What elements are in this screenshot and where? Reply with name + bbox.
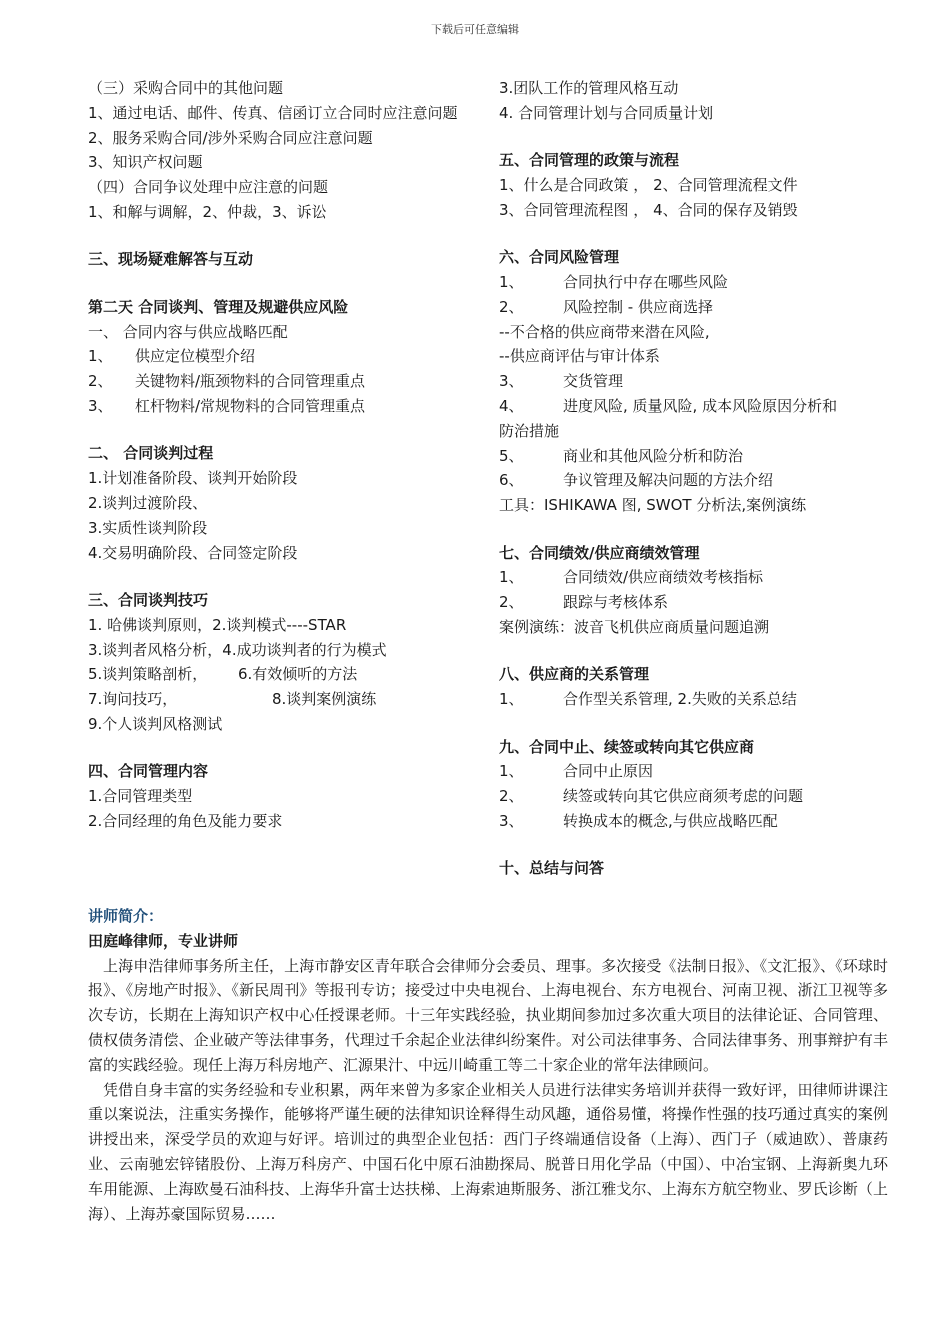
day-heading: 第二天 合同谈判、管理及规避供应风险: [88, 297, 349, 316]
list-item: 1.计划准备阶段、谈判开始阶段: [88, 469, 298, 488]
list-item: 9.个人谈判风格测试: [88, 714, 223, 733]
item-text: 争议管理及解决问题的方法介绍: [563, 471, 774, 490]
item-number: 2、: [499, 593, 524, 612]
list-item: 1、通过电话、邮件、传真、信函订立合同时应注意问题: [88, 103, 458, 122]
section-heading: 十、总结与问答: [499, 859, 605, 878]
item-text: 合同执行中存在哪些风险: [563, 272, 729, 291]
subsection-heading: 一、 合同内容与供应战略匹配: [88, 322, 288, 341]
item-text: 交货管理: [563, 372, 624, 391]
item-text: 6.有效倾听的方法: [238, 665, 358, 684]
item-text: 合同中止原因: [563, 762, 654, 781]
subsection-heading: （四）合同争议处理中应注意的问题: [88, 178, 329, 197]
list-item: 3.谈判者风格分析，4.成功谈判者的行为模式: [88, 640, 387, 659]
list-item: [499, 590, 889, 615]
list-item: 3.团队工作的管理风格互动: [499, 79, 679, 97]
item-number: 3、: [499, 372, 524, 391]
bio-paragraph: 凭借自身丰富的实务经验和专业积累，两年来曾为多家企业相关人员进行法律实务培训并获得一致好评，田律师讲课注重以案说法，注重实务操作，能够将严谨生硬的法律知识诠释得生动风趣，通俗易懂，将操作性强的技巧通过真实的案例讲授出来，深受学员的欢迎与好评。培训过的典型企业包括：西门子终端通信设备（上海）、西门子（威迪欧）、普康药业、云南驰宏锌锗股份、上海万科房产、中国石化中原石油勘探局、脱普日用化学品（中国）、中冶宝钢、上海新奥九环车用能源、上海欧曼石油科技、上海华升富士达扶梯、上海索迪斯服务、浙江雅戈尔、上海东方航空物业、罗氏诊断（上海）、上海苏豪国际贸易……: [88, 1080, 888, 1223]
list-item: 案例演练：波音飞机供应商质量问题追溯: [499, 617, 770, 636]
list-item: [88, 344, 483, 369]
list-item: 2、服务采购合同/涉外采购合同应注意问题: [88, 128, 373, 147]
item-text: 关键物料/瓶颈物料的合同管理重点: [135, 372, 366, 391]
item-number: 5、: [499, 446, 524, 465]
section-heading: 六、合同风险管理: [499, 248, 620, 267]
section-heading: 九、合同中止、续签或转向其它供应商: [499, 737, 755, 756]
right-column: [499, 76, 889, 881]
list-item: 3.实质性谈判阶段: [88, 518, 208, 537]
item-text: 供应定位模型介绍: [135, 347, 256, 366]
section-heading: 四、合同管理内容: [88, 762, 209, 781]
list-item: [499, 369, 889, 394]
list-item: [88, 662, 483, 687]
list-item: 4. 合同管理计划与合同质量计划: [499, 103, 714, 122]
item-number: 6、: [499, 471, 524, 490]
item-number: 4、: [499, 396, 524, 415]
list-item: [499, 687, 889, 712]
item-number: 2、: [88, 372, 113, 391]
list-item: 1、和解与调解，2、仲裁，3、诉讼: [88, 202, 327, 221]
section-heading: 八、供应商的关系管理: [499, 665, 650, 684]
left-column: [88, 76, 483, 834]
item-text: 5.谈判策略剖析，: [88, 665, 208, 684]
item-text: 商业和其他风险分析和防治: [563, 446, 744, 465]
list-item: [499, 444, 889, 469]
subsection-heading: （三）采购合同中的其他问题: [88, 79, 284, 97]
list-item: 1.合同管理类型: [88, 787, 193, 806]
list-item: [88, 394, 483, 419]
page-header: 下载后可任意编辑: [431, 23, 519, 36]
item-text: 转换成本的概念,与供应战略匹配: [563, 811, 778, 830]
instructor-bio: [88, 904, 888, 1226]
list-item: 工具：ISHIKAWA 图, SWOT 分析法,案例演练: [499, 496, 807, 515]
list-item: --供应商评估与审计体系: [499, 347, 660, 366]
list-item: 1. 哈佛谈判原则，2.谈判模式----STAR: [88, 615, 347, 634]
list-item: 2.合同经理的角色及能力要求: [88, 811, 283, 830]
item-number: 3、: [499, 811, 524, 830]
section-heading: 七、合同绩效/供应商绩效管理: [499, 543, 700, 562]
item-text: 合作型关系管理, 2.失败的关系总结: [563, 690, 797, 709]
list-item: [499, 394, 889, 419]
list-item: [499, 270, 889, 295]
item-text: 续签或转向其它供应商须考虑的问题: [563, 787, 804, 806]
item-number: 3、: [88, 396, 113, 415]
list-item: [499, 784, 889, 809]
list-item: 4.交易明确阶段、合同签定阶段: [88, 543, 298, 562]
item-text: 跟踪与考核体系: [563, 593, 669, 612]
list-item: [499, 468, 889, 493]
item-number: 1、: [499, 272, 524, 291]
section-heading: 五、合同管理的政策与流程: [499, 151, 680, 170]
item-number: 1、: [88, 347, 113, 366]
list-item: [88, 687, 483, 712]
item-text: 杠杆物料/常规物料的合同管理重点: [135, 396, 366, 415]
list-item: 1、什么是合同政策 ， 2、合同管理流程文件: [499, 175, 798, 194]
item-number: 2、: [499, 787, 524, 806]
item-number: 2、: [499, 297, 524, 316]
list-item: [499, 565, 889, 590]
section-heading: 二、 合同谈判过程: [88, 444, 214, 463]
list-item: --不合格的供应商带来潜在风险,: [499, 322, 710, 341]
item-text: 合同绩效/供应商绩效考核指标: [563, 568, 764, 587]
list-item: 防治措施: [499, 421, 560, 440]
item-text: 8.谈判案例演练: [272, 690, 377, 709]
section-heading: 三、合同谈判技巧: [88, 590, 209, 609]
instructor-name: 田庭峰律师，专业讲师: [88, 931, 239, 950]
bio-paragraph: 上海申浩律师事务所主任，上海市静安区青年联合会律师分会委员、理事。多次接受《法制日报》、《文汇报》、《环球时报》、《房地产时报》、《新民周刊》等报刊专访；接受过中央电视台、上海电视台、东方电视台、河南卫视、浙江卫视等多次专访，长期在上海知识产权中心任授课老师。十三年实践经验，执业期间参加过多次重大项目的法律论证、合同管理、债权债务清偿、企业破产等法律事务，代理过千余起企业法律纠纷案件。对公司法律事务、合同法律事务、刑事辩护有丰富的实践经验。现任上海万科房地产、汇源果汁、中远川崎重工等二十家企业的常年法律顾问。: [88, 956, 888, 1074]
item-number: 1、: [499, 762, 524, 781]
item-number: 1、: [499, 690, 524, 709]
list-item: [499, 809, 889, 834]
list-item: 2.谈判过渡阶段、: [88, 493, 208, 512]
bio-heading: 讲师简介：: [88, 907, 164, 925]
item-text: 7.询问技巧，: [88, 690, 178, 709]
list-item: 3、知识产权问题: [88, 153, 203, 172]
section-heading: 三、现场疑难解答与互动: [88, 250, 254, 269]
list-item: 3、合同管理流程图 ， 4、合同的保存及销毁: [499, 200, 798, 219]
list-item: [88, 369, 483, 394]
item-text: 进度风险, 质量风险, 成本风险原因分析和: [563, 396, 838, 415]
item-number: 1、: [499, 568, 524, 587]
item-text: 风险控制 - 供应商选择: [563, 297, 713, 316]
list-item: [499, 759, 889, 784]
list-item: [499, 295, 889, 320]
